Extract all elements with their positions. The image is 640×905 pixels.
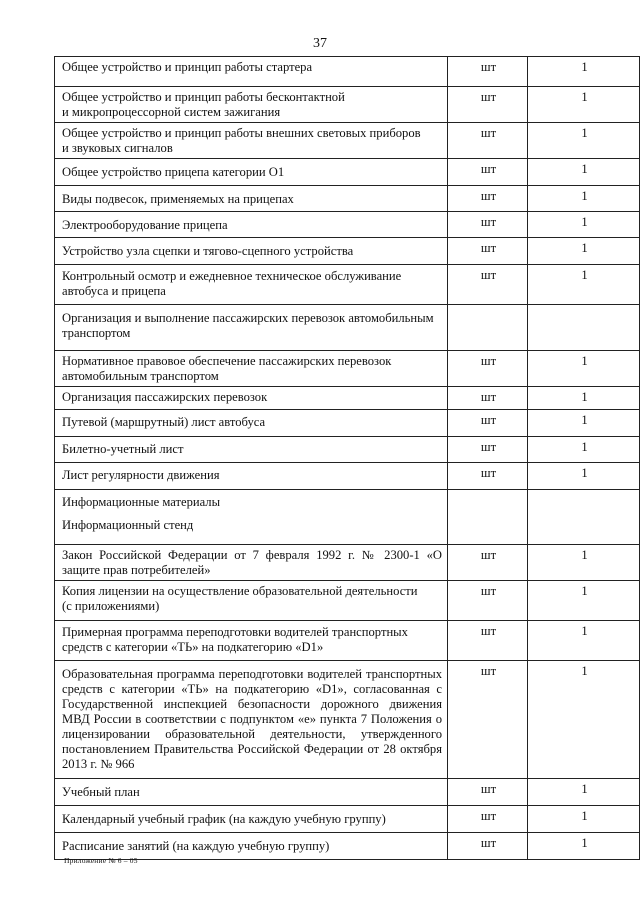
item-qty: 1 [528,463,640,490]
item-name: Устройство узла сцепки и тягово-сцепного устройства [55,238,448,265]
item-unit: шт [448,351,528,387]
item-unit: шт [448,437,528,463]
item-qty: 1 [528,159,640,186]
item-unit: шт [448,87,528,123]
item-name: Образовательная программа переподготовки водителей транспортных средств с категории «ТЬ» на подкатегорию «D1», согласованная с Государственной инспекцией безопасности дорожного движения МВД России в соответствии с подпунктом «е» пункта 7 Положения о лицензировании образовательной деятельности, утвержденного постановлением Правительства Российской Федерации от 28 октября 2013 г. № 966 [55,661,448,779]
table-row [55,123,640,159]
item-unit: шт [448,806,528,833]
item-qty: 1 [528,57,640,87]
table-row [55,87,640,123]
item-qty: 1 [528,779,640,806]
item-name: Учебный план [55,779,448,806]
table-row [55,545,640,581]
item-qty [528,305,640,351]
item-unit [448,305,528,351]
item-qty [528,490,640,545]
item-unit: шт [448,463,528,490]
item-unit: шт [448,123,528,159]
table-row [55,833,640,860]
item-name: Виды подвесок, применяемых на прицепах [55,186,448,212]
table-row [55,661,640,779]
item-name: Общее устройство и принцип работы внешних световых приборов и звуковых сигналов [55,123,448,159]
item-qty: 1 [528,410,640,437]
item-unit: шт [448,779,528,806]
item-name: Календарный учебный график (на каждую учебную группу) [55,806,448,833]
table-row [55,437,640,463]
item-qty: 1 [528,621,640,661]
section-subheading: Информационный стенд [62,518,194,532]
item-unit: шт [448,410,528,437]
item-qty: 1 [528,437,640,463]
item-qty: 1 [528,833,640,860]
item-name: Организация пассажирских перевозок [55,387,448,410]
item-unit: шт [448,57,528,87]
table-row [55,387,640,410]
table-row [55,490,640,545]
section-heading: Информационные материалы [62,495,221,509]
item-qty: 1 [528,212,640,238]
item-qty: 1 [528,545,640,581]
table-row [55,581,640,621]
item-qty: 1 [528,387,640,410]
item-name: Общее устройство и принцип работы бесконтактной и микропроцессорной систем зажигания [55,87,448,123]
table-row [55,238,640,265]
item-name: Билетно-учетный лист [55,437,448,463]
page-number: 37 [313,36,327,51]
table-row [55,212,640,238]
item-name: Нормативное правовое обеспечение пассажирских перевозок автомобильным транспортом [55,351,448,387]
item-name [55,490,448,545]
table-row [55,159,640,186]
table-row [55,463,640,490]
item-qty: 1 [528,186,640,212]
item-qty: 1 [528,661,640,779]
item-unit: шт [448,581,528,621]
item-qty: 1 [528,123,640,159]
item-qty: 1 [528,351,640,387]
item-name: Электрооборудование прицепа [55,212,448,238]
table-row [55,186,640,212]
item-name: Расписание занятий (на каждую учебную группу) [55,833,448,860]
table-row [55,265,640,305]
item-qty: 1 [528,87,640,123]
table-row [55,779,640,806]
table-row [55,351,640,387]
item-unit: шт [448,265,528,305]
item-unit: шт [448,159,528,186]
table-row [55,57,640,87]
item-qty: 1 [528,581,640,621]
item-unit: шт [448,661,528,779]
item-name: Лист регулярности движения [55,463,448,490]
item-name: Общее устройство и принцип работы стартера [55,57,448,87]
footer-note: Приложение № 6 – 05 [64,856,138,865]
item-name: Копия лицензии на осуществление образовательной деятельности (с приложениями) [55,581,448,621]
item-qty: 1 [528,265,640,305]
table-row [55,806,640,833]
item-unit: шт [448,186,528,212]
item-unit: шт [448,621,528,661]
item-name: Закон Российской Федерации от 7 февраля 1992 г. № 2300-1 «О защите прав потребителей» [55,545,448,581]
item-qty: 1 [528,238,640,265]
item-unit: шт [448,238,528,265]
table-row [55,410,640,437]
item-name: Общее устройство прицепа категории О1 [55,159,448,186]
table-row [55,621,640,661]
item-name: Организация и выполнение пассажирских перевозок автомобильным транспортом [55,305,448,351]
item-unit: шт [448,212,528,238]
item-name: Путевой (маршрутный) лист автобуса [55,410,448,437]
equipment-table [54,56,640,860]
item-name: Контрольный осмотр и ежедневное техническое обслуживание автобуса и прицепа [55,265,448,305]
item-unit: шт [448,545,528,581]
item-qty: 1 [528,806,640,833]
item-name: Примерная программа переподготовки водителей транспортных средств с категории «ТЬ» на подкатегорию «D1» [55,621,448,661]
table-row [55,305,640,351]
item-unit: шт [448,387,528,410]
item-unit [448,490,528,545]
item-unit: шт [448,833,528,860]
